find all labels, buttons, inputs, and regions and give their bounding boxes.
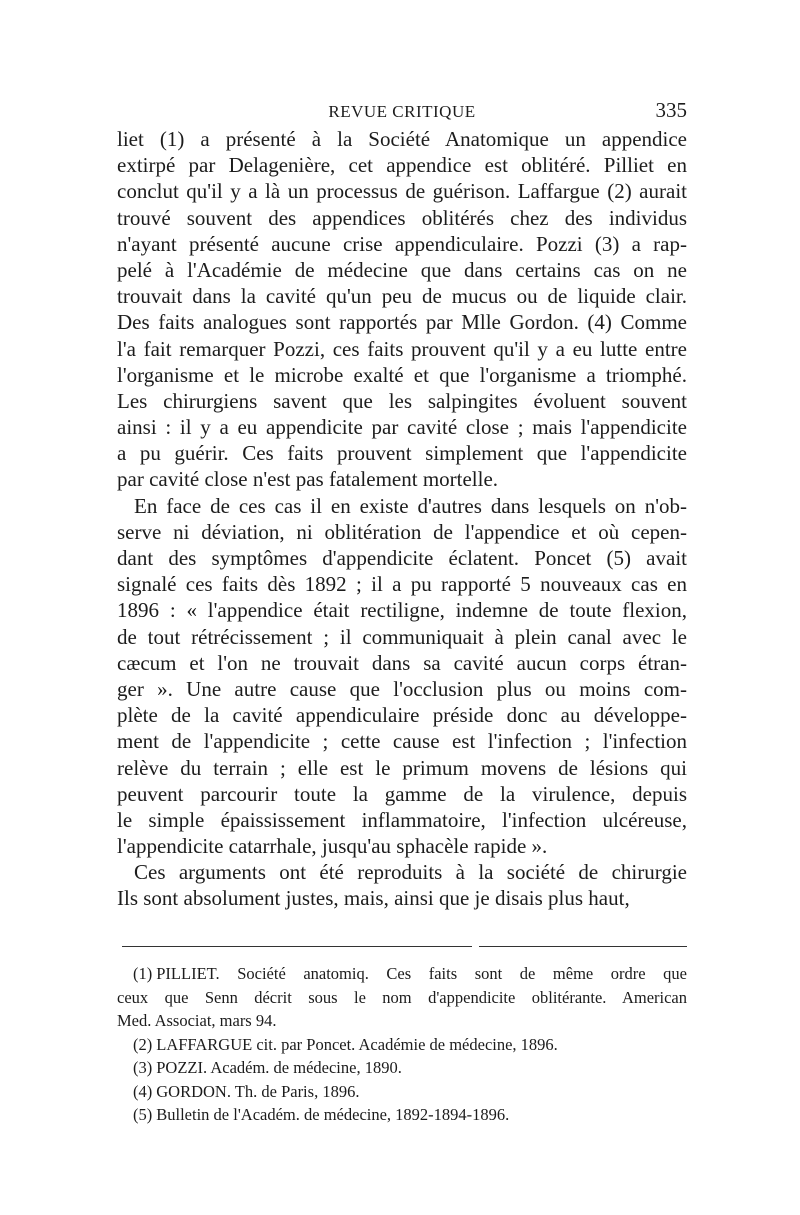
body-line: conclut qu'il y a là un processus de guérison. Laffargue (2) aurait: [117, 179, 687, 204]
body-line: signalé ces faits dès 1892 ; il a pu rapporté 5 nouveaux cas en: [117, 572, 687, 597]
footnote-text: LAFFARGUE cit. par Poncet. Académie de médecine, 1896.: [156, 1034, 558, 1054]
body-line: l'organisme et le microbe exalté et que l'organisme a triomphé.: [117, 362, 687, 387]
body-line: liet (1) a présenté à la Société Anatomique un appendice: [117, 127, 687, 151]
body-line: le simple épaississement inflammatoire, l'infection ulcéreuse,: [117, 807, 687, 832]
body-line: cæcum et l'on ne trouvait dans sa cavité aucun corps étran-: [117, 650, 687, 675]
body-line: trouvait dans la cavité qu'un peu de mucus ou de liquide clair.: [117, 284, 687, 309]
footnote-text: Med. Associat, mars 94.: [117, 1011, 277, 1030]
body-line: l'appendicite catarrhale, jusqu'au sphacèle rapide ».: [117, 834, 548, 859]
body-line: extirpé par Delagenière, cet appendice est oblitéré. Pilliet en: [117, 153, 687, 178]
body-line: Ces arguments ont été reproduits à la société de chirurgie: [134, 860, 687, 885]
footnote-text: PILLIET. Société anatomiq. Ces faits sont de même ordre que: [156, 964, 687, 983]
body-line: par cavité close n'est pas fatalement mortelle.: [117, 467, 499, 492]
body-line: trouvé souvent des appendices oblitérés chez des individus: [117, 205, 687, 230]
body-line: Des faits analogues sont rapportés par Mlle Gordon. (4) Comme: [117, 310, 687, 335]
footnote-line: [117, 962, 687, 986]
footnotes: [117, 962, 687, 1127]
footnote-line: [117, 1056, 687, 1080]
body-line: n'ayant présenté aucune crise appendiculaire. Pozzi (3) a rap-: [117, 231, 687, 256]
footnote-mark: (2): [133, 1034, 153, 1054]
footnote-line: [117, 986, 687, 1010]
footnote-line: [117, 1009, 687, 1033]
body-line: dant des symptômes d'appendicite éclatent. Poncet (5) avait: [117, 546, 687, 570]
body-line: 1896 : « l'appendice était rectiligne, indemne de toute flexion,: [117, 598, 687, 623]
body-line: plète de la cavité appendiculaire préside donc au développe-: [117, 703, 687, 728]
footnote-text: ceux que Senn décrit sous le nom d'appendicite oblitérante. American: [117, 987, 687, 1007]
body-line: de tout rétrécissement ; il communiquait à plein canal avec le: [117, 624, 687, 649]
footnote-text: POZZI. Académ. de médecine, 1890.: [156, 1058, 402, 1077]
body-line: relève du terrain ; elle est le primum movens de lésions qui: [117, 755, 687, 780]
body-line: l'a fait remarquer Pozzi, ces faits prouvent qu'il y a eu lutte entre: [117, 336, 687, 361]
separator-rule-left: [122, 946, 472, 947]
footnote-mark: (4): [133, 1081, 153, 1101]
body-line: peuvent parcourir toute la gamme de la virulence, depuis: [117, 781, 687, 806]
body-text: [117, 126, 687, 912]
footnote-line: [117, 1080, 687, 1104]
body-line: Ils sont absolument justes, mais, ainsi que je disais plus haut,: [117, 886, 630, 911]
body-line: ment de l'appendicite ; cette cause est l'infection ; l'infection: [117, 729, 687, 754]
body-line: a pu guérir. Ces faits prouvent simplement que l'appendicite: [117, 441, 687, 466]
footnote-separator: [117, 945, 687, 949]
body-line: serve ni déviation, ni oblitération de l'appendice et où cepen-: [117, 519, 687, 544]
body-line: Les chirurgiens savent que les salpingites évoluent souvent: [117, 388, 687, 413]
footnote-mark: (3): [133, 1058, 153, 1077]
body-line: ger ». Une autre cause que l'occlusion plus ou moins com-: [117, 676, 687, 701]
footnote-mark: (1): [133, 964, 153, 983]
footnote-mark: (5): [133, 1105, 153, 1124]
footnote-line: [117, 1103, 687, 1127]
footnote-text: GORDON. Th. de Paris, 1896.: [156, 1081, 360, 1101]
footnote-text: Bulletin de l'Académ. de médecine, 1892-1894-1896.: [156, 1105, 510, 1124]
body-line: ainsi : il y a eu appendicite par cavité close ; mais l'appendicite: [117, 415, 687, 440]
running-title: REVUE CRITIQUE: [328, 102, 476, 121]
page-number: 335: [655, 98, 687, 122]
separator-rule-right: [479, 946, 687, 947]
body-line: pelé à l'Académie de médecine que dans certains cas on ne: [117, 257, 687, 282]
body-line: En face de ces cas il en existe d'autres dans lesquels on n'ob-: [134, 493, 687, 518]
running-header: [117, 98, 687, 126]
footnote-line: [117, 1033, 687, 1057]
